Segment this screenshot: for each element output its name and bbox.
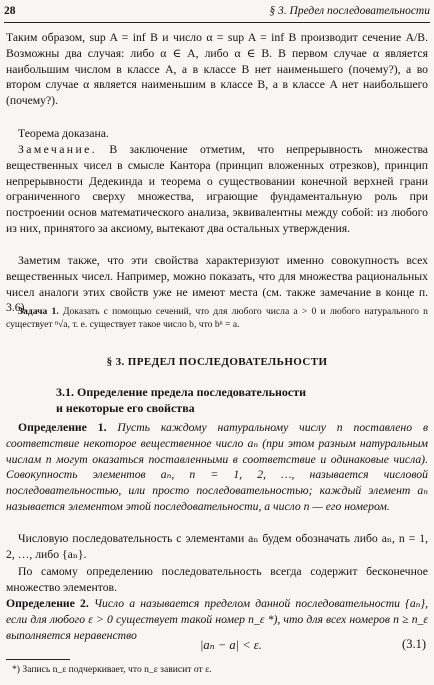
running-title: § 3. Предел последовательности (269, 5, 430, 17)
section-title: § 3. ПРЕДЕЛ ПОСЛЕДОВАТЕЛЬНОСТИ (106, 356, 328, 368)
paragraph-proof-end: Таким образом, sup A = inf B и число α = sup A = inf B производит сечение A/B. Возможны два случая: либо α ∈ A, либо α ∈ B. В первом случае α является наибольшим числом в классе A, а в классе B нет наименьшего (почему?), а во втором случае α является наименьшим в классе B, а в классе A нет наибольшего (почему?). (6, 31, 428, 108)
remark-text: В заключение отметим, что непрерывность множества вещественных чисел в смысле Кантора (принцип вложенных отрезков), принцип непрерывности Дедекинда и теорема о существовании конечной верхней грани ограниченного сверху множества, играющие фундаментальную роль при построении основ математического анализа, эквивалентны между собой: из любого из них, принятого за аксиому, вытекают два остальных утверждения. (6, 143, 428, 235)
subsection-title (56, 384, 394, 416)
task-text: Доказать с помощью сечений, что для любого числа a > 0 и любого натурального n существует ⁿ√a, т. е. существует такое число b, что bⁿ = a. (6, 306, 428, 331)
page-number: 28 (4, 5, 16, 17)
paragraph-theorem-proved: Теорема доказана. (18, 127, 109, 140)
footnote: *) Запись n_ε подчеркивает, что n_ε зависит от ε. (12, 664, 212, 675)
definition-1-text: Пусть каждому натуральному числу n поставлено в соответствие некоторое вещественное число aₙ (при этом разным натуральным числам n могут оказаться поставленными в соответствие и одинаковые числа). Совокупность элементов aₙ, n = 1, 2, …, называется числовой последовательностью, или просто последовательностью; каждый элемент aₙ называется элементом этой последовательности, а число n — его номером. (6, 421, 429, 513)
page-header (4, 3, 430, 19)
definition-2-text: Число a называется пределом данной последовательности {aₙ}, если для любого ε > 0 существует такой номер n_ε *), что для всех номеров n ≥ n_ε выполняется неравенство (6, 597, 429, 642)
subsection-title-line1: 3.1. Определение предела последовательности (56, 385, 307, 399)
formula-expression: |aₙ − a| < ε. (200, 638, 262, 652)
header-rule (4, 22, 430, 23)
formula-number: (3.1) (402, 637, 426, 651)
subsection-title-line2: и некоторые его свойства (56, 401, 195, 415)
paragraph-note: Заметим также, что эти свойства характеризуют именно совокупность всех вещественных чисел. Например, можно показать, что для множества рациональных чисел аналоги этих свойств уже не имеют места (см. также замечание в конце п. 3.6). (6, 254, 428, 315)
definition-2-label: Определение 2. (6, 597, 89, 610)
footnote-rule (6, 659, 70, 660)
paragraph-infinite: По самому определению последовательность всегда содержит бесконечное множество элементов. (6, 565, 428, 594)
task-label: Задача 1. (18, 306, 59, 317)
definition-1 (6, 420, 428, 515)
task-block (6, 305, 428, 332)
paragraph-remark (6, 142, 428, 237)
paragraph-notation: Числовую последовательность с элементами aₙ будем обозначать либо aₙ, n = 1, 2, …, либо {aₙ}. (6, 532, 428, 561)
remark-label: Замечание. (18, 143, 98, 156)
definition-1-label: Определение 1. (18, 421, 107, 434)
